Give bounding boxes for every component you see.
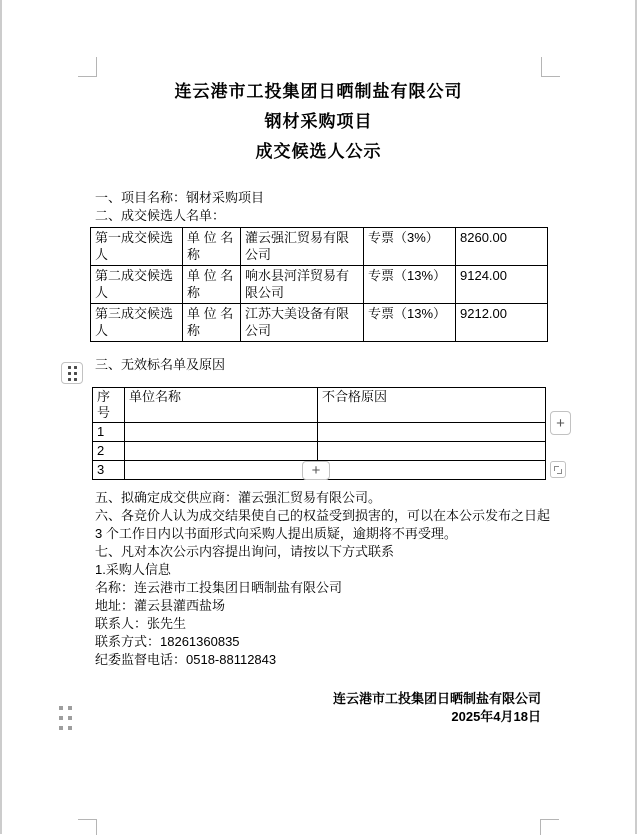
table-row <box>91 228 548 266</box>
handle-dot <box>68 716 72 720</box>
para-objection-1[interactable]: 六、各竞价人认为成交结果使自己的权益受到损害的，可以在本公示发布之日起 <box>95 508 551 523</box>
name-cell[interactable] <box>125 423 318 442</box>
margin-mark-top-left <box>78 57 97 77</box>
table-resize-button[interactable] <box>550 461 566 478</box>
handle-dot <box>68 726 72 730</box>
doc-title-notice[interactable]: 成交候选人公示 <box>255 142 382 161</box>
handle-dot <box>59 716 63 720</box>
price-cell[interactable]: 8260.00 <box>456 228 548 266</box>
invoice-cell[interactable]: 专票（13%） <box>364 266 456 304</box>
price-cell[interactable]: 9212.00 <box>456 304 548 342</box>
table-row <box>91 266 548 304</box>
no-cell[interactable]: 3 <box>93 461 125 480</box>
table-row <box>93 442 546 461</box>
price-cell[interactable]: 9124.00 <box>456 266 548 304</box>
para-project-name[interactable]: 一、项目名称：钢材采购项目 <box>95 190 265 205</box>
name-cell[interactable] <box>125 442 318 461</box>
company-cell[interactable]: 灌云强汇贸易有限公司 <box>241 228 364 266</box>
margin-mark-bottom-right <box>540 819 559 835</box>
doc-title-company[interactable]: 连云港市工投集团日晒制盐有限公司 <box>174 82 463 101</box>
plus-icon: + <box>556 414 565 432</box>
para-contact-phone[interactable]: 联系方式：18261360835 <box>95 634 240 649</box>
candidates-table <box>90 227 548 342</box>
invoice-cell[interactable]: 专票（13%） <box>364 304 456 342</box>
para-objection-2[interactable]: 3 个工作日内以书面形式向采购人提出质疑，逾期将不再受理。 <box>95 526 457 541</box>
para-contact-person[interactable]: 联系人：张先生 <box>95 616 187 631</box>
intro-paragraph[interactable] <box>95 189 547 224</box>
rank-cell[interactable]: 第一成交候选人 <box>91 228 183 266</box>
block-drag-handle[interactable] <box>59 706 72 730</box>
para-supplier[interactable]: 五、拟确定成交供应商：灌云强汇贸易有限公司。 <box>95 490 382 505</box>
margin-mark-bottom-left <box>78 819 97 835</box>
handle-dot <box>68 706 72 710</box>
no-cell[interactable]: 2 <box>93 442 125 461</box>
col-header-reason[interactable]: 不合格原因 <box>318 388 546 423</box>
field-cell[interactable]: 单 位 名 称 <box>183 266 241 304</box>
resize-icon <box>554 466 562 474</box>
table-header-row <box>93 388 546 423</box>
margin-mark-top-right <box>541 57 560 77</box>
col-header-no[interactable]: 序号 <box>93 388 125 423</box>
reason-cell[interactable] <box>318 442 546 461</box>
para-supervision-phone[interactable]: 纪委监督电话：0518-88112843 <box>95 652 277 667</box>
invoice-cell[interactable]: 专票（3%） <box>364 228 456 266</box>
handle-dot <box>59 726 63 730</box>
handle-dot <box>59 706 63 710</box>
body-paragraphs[interactable] <box>95 489 550 669</box>
plus-icon: + <box>311 462 321 479</box>
field-cell[interactable]: 单 位 名 称 <box>183 228 241 266</box>
rank-cell[interactable]: 第二成交候选人 <box>91 266 183 304</box>
company-cell[interactable]: 响水县河洋贸易有限公司 <box>241 266 364 304</box>
drag-dots-icon <box>68 366 77 381</box>
reason-cell[interactable] <box>318 461 546 480</box>
para-contact-intro[interactable]: 七、凡对本次公示内容提出询问，请按以下方式联系 <box>95 544 395 559</box>
para-purchaser-name[interactable]: 名称：连云港市工投集团日晒制盐有限公司 <box>95 580 343 595</box>
name-cell[interactable] <box>125 461 318 480</box>
para-candidate-list[interactable]: 二、成交候选人名单： <box>95 207 226 223</box>
para-purchaser-info[interactable]: 1.采购人信息 <box>95 562 171 577</box>
field-cell[interactable]: 单 位 名 称 <box>183 304 241 342</box>
reason-cell[interactable] <box>318 423 546 442</box>
rank-cell[interactable]: 第三成交候选人 <box>91 304 183 342</box>
invalid-section-heading[interactable]: 三、无效标名单及原因 <box>95 357 226 372</box>
col-header-name[interactable]: 单位名称 <box>125 388 318 423</box>
add-column-button[interactable] <box>550 411 571 435</box>
footer-date[interactable]: 2025年4月18日 <box>451 709 541 724</box>
footer-company[interactable]: 连云港市工投集团日晒制盐有限公司 <box>332 691 541 706</box>
doc-title-project[interactable]: 钢材采购项目 <box>264 112 373 131</box>
table-row <box>93 423 546 442</box>
table-drag-handle-button[interactable] <box>61 362 83 384</box>
para-address[interactable]: 地址：灌云县灌西盐场 <box>95 598 226 613</box>
add-row-button[interactable] <box>302 461 330 480</box>
table-row <box>91 304 548 342</box>
company-cell[interactable]: 江苏大美设备有限公司 <box>241 304 364 342</box>
no-cell[interactable]: 1 <box>93 423 125 442</box>
